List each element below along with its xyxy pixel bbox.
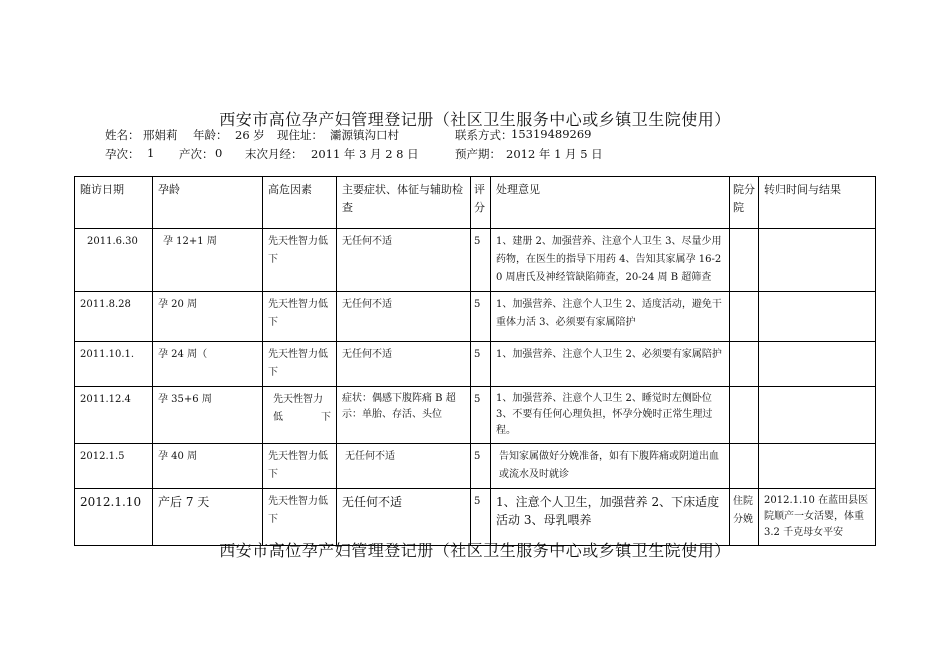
patient-name: 邢娟莉 [143, 128, 178, 142]
score: 5 [471, 229, 491, 292]
visit-date: 2011.6.30 [75, 229, 153, 292]
advice: 1、注意个人卫生，加强营养 2、下床适度活动 3、母乳喂养 [491, 489, 730, 546]
delivery-place [730, 387, 759, 444]
symptoms: 无任何不适 [337, 292, 471, 342]
gestational-age: 孕 20 周 [153, 292, 263, 342]
delivery-place [730, 229, 759, 292]
delivery-place: 住院分娩 [730, 489, 759, 546]
gestational-age: 孕 40 周 [153, 444, 263, 489]
patient-address: 灞源镇沟口村 [330, 128, 399, 142]
gestational-age: 孕 35+6 周 [153, 387, 263, 444]
parity-value: 0 [215, 146, 223, 160]
advice: 1、加强营养、注意个人卫生 2、必须要有家属陪护 [491, 342, 730, 387]
advice: 告知家属做好分娩准备，如有下腹阵痛或阴道出血或流水及时就诊 [491, 444, 730, 489]
contact-label: 联系方式： [455, 128, 513, 142]
gestational-age: 产后 7 天 [153, 489, 263, 546]
patient-contact: 15319489269 [511, 127, 592, 141]
lmp-value: 2011 年 3 月 2 8 日 [311, 147, 419, 161]
header-score: 评分 [471, 177, 491, 229]
visit-date: 2011.10.1. [75, 342, 153, 387]
delivery-place [730, 342, 759, 387]
header-advice: 处理意见 [491, 177, 730, 229]
gravida-value: 1 [147, 146, 155, 160]
score: 5 [471, 387, 491, 444]
header-delivery: 院分院 [730, 177, 759, 229]
address-label: 现住址： [277, 128, 323, 142]
risk-factor: 先天性智力低下 [263, 387, 337, 444]
parity-label: 产次： [179, 147, 214, 161]
symptoms: 无任何不适 [337, 229, 471, 292]
header-risk: 高危因素 [263, 177, 337, 229]
page-title: 西安市高位孕产妇管理登记册（社区卫生服务中心或乡镇卫生院使用） [219, 110, 731, 129]
symptoms: 无任何不适 [337, 444, 471, 489]
symptoms: 无任何不适 [337, 342, 471, 387]
risk-factor: 先天性智力低下 [263, 342, 337, 387]
visit-date: 2011.8.28 [75, 292, 153, 342]
delivery-place [730, 444, 759, 489]
outcome [759, 229, 876, 292]
visit-register-table [74, 176, 876, 546]
table-row [75, 292, 876, 342]
table-header-row [75, 177, 876, 229]
outcome [759, 387, 876, 444]
risk-factor: 先天性智力低下 [263, 489, 337, 546]
patient-age: 26 岁 [235, 128, 265, 142]
gravida-label: 孕次： [105, 147, 140, 161]
gestational-age: 孕 24 周（ [153, 342, 263, 387]
gestational-age: 孕 12+1 周 [153, 229, 263, 292]
outcome [759, 292, 876, 342]
header-date: 随访日期 [75, 177, 153, 229]
score: 5 [471, 292, 491, 342]
outcome [759, 342, 876, 387]
age-label: 年龄： [193, 128, 228, 142]
risk-factor: 先天性智力低下 [263, 292, 337, 342]
edd-label: 预产期： [455, 147, 501, 161]
visit-date: 2011.12.4 [75, 387, 153, 444]
header-symptoms: 主要症状、体征与辅助检查 [337, 177, 471, 229]
table-row [75, 342, 876, 387]
advice: 1、加强营养、注意个人卫生 2、睡觉时左侧卧位 3、不要有任何心理负担，怀孕分娩时正常生理过程。 [491, 387, 730, 444]
symptoms: 症状：偶感下腹阵痛 B 超示：单胎、存活、头位 [337, 387, 471, 444]
outcome: 2012.1.10 在蓝田县医院顺产一女活婴，体重 3.2 千克母女平安 [759, 489, 876, 546]
header-outcome: 转归时间与结果 [759, 177, 876, 229]
header-gestation: 孕龄 [153, 177, 263, 229]
outcome [759, 444, 876, 489]
name-label: 姓名： [105, 128, 140, 142]
symptoms: 无任何不适 [337, 489, 471, 546]
advice: 1、建册 2、加强营养、注意个人卫生 3、尽量少用药物，在医生的指导下用药 4、告知其家属孕 16-20 周唐氏及神经管缺陷筛查，20-24 周 B 超筛查 [491, 229, 730, 292]
visit-date: 2012.1.10 [75, 489, 153, 546]
table-row [75, 229, 876, 292]
score: 5 [471, 489, 491, 546]
delivery-place [730, 292, 759, 342]
score: 5 [471, 342, 491, 387]
risk-factor: 先天性智力低下 [263, 229, 337, 292]
table-row [75, 444, 876, 489]
visit-date: 2012.1.5 [75, 444, 153, 489]
table-row [75, 387, 876, 444]
risk-factor: 先天性智力低下 [263, 444, 337, 489]
edd-value: 2012 年 1 月 5 日 [506, 147, 603, 161]
score: 5 [471, 444, 491, 489]
page-title-repeat: 西安市高位孕产妇管理登记册（社区卫生服务中心或乡镇卫生院使用） [219, 541, 731, 560]
lmp-label: 末次月经： [245, 147, 303, 161]
advice: 1、加强营养、注意个人卫生 2、适度活动，避免干重体力活 3、必须要有家属陪护 [491, 292, 730, 342]
table-row [75, 489, 876, 546]
